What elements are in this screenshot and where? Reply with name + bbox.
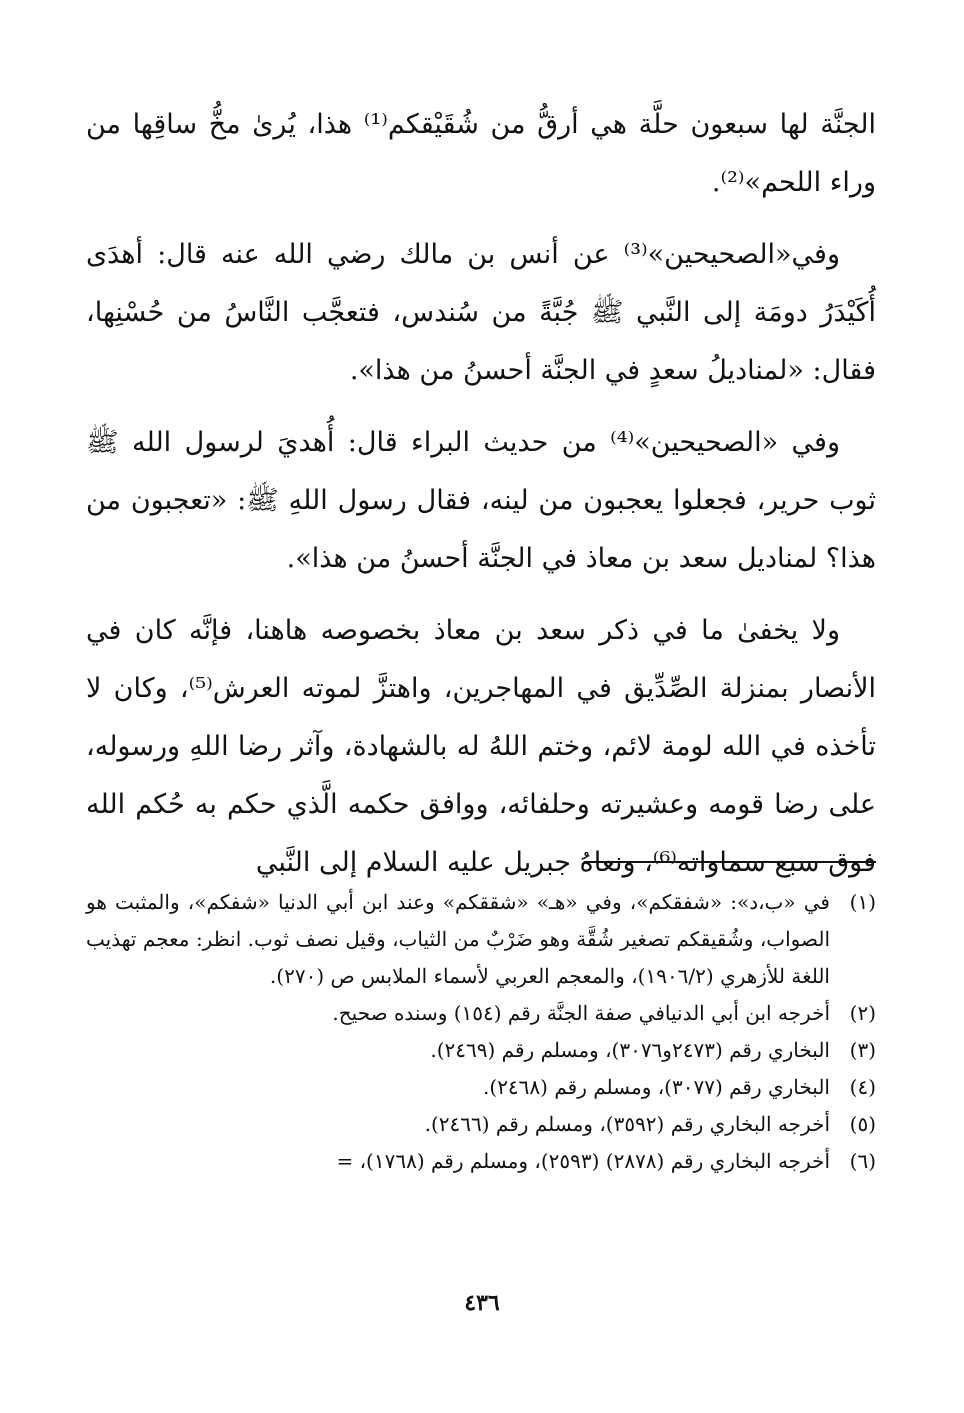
footnote-divider [584, 861, 876, 863]
footnote-number: (٦) [849, 1149, 876, 1173]
footnote-text: في «ب،د»: «شفقكم»، وفي «هـ» «شققكم» وعند ابن أبي الدنيا «شفكم»، والمثبت هو الصواب، وشُقيقكم تصغير شُقَّة وهو ضَرْبٌ من الثياب، وقيل نصف ثوب. انظر: معجم تهذيب اللغة للأزهري (١٩٠٦/٢)، والمعجم العربي لأسماء الملابس ص (٢٧٠). [86, 890, 830, 988]
footnote-text: البخاري رقم (٢٤٧٣و٣٠٧٦)، ومسلم رقم (٢٤٦٩). [430, 1038, 830, 1062]
footnote-5 [86, 1106, 876, 1143]
paragraph-1: الجنَّة لها سبعون حلَّة هي أرقُّ من شُقَيْقكم⁽¹⁾ هذا، يُرىٰ مخُّ ساقِها من وراء اللحم»⁽²⁾. [86, 109, 876, 198]
footnote-2 [86, 995, 876, 1032]
paragraph-3: وفي «الصحيحين»⁽⁴⁾ من حديث البراء قال: أُهديَ لرسول الله ﷺ ثوب حرير، فجعلوا يعجبون من لينه، فقال رسول اللهِ ﷺ: «تعجبون من هذا؟ لمناديل سعد بن معاذ في الجنَّة أحسنُ من هذا». [86, 427, 876, 574]
footnotes [86, 884, 876, 1180]
footnote-text: أخرجه البخاري رقم (٢٨٧٨) (٢٥٩٣)، ومسلم رقم (١٧٦٨)، = [336, 1149, 830, 1173]
footnote-number: (٤) [849, 1075, 876, 1099]
footnote-number: (١) [849, 890, 876, 914]
footnote-3 [86, 1032, 876, 1069]
footnote-1 [86, 884, 876, 995]
footnote-text: أخرجه ابن أبي الدنيافي صفة الجنَّة رقم (١٥٤) وسنده صحيح. [332, 1001, 830, 1025]
footnote-4 [86, 1069, 876, 1106]
footnote-text: البخاري رقم (٣٠٧٧)، ومسلم رقم (٢٤٦٨). [483, 1075, 830, 1099]
paragraph-4: ولا يخفىٰ ما في ذكر سعد بن معاذ بخصوصه هاهنا، فإنَّه كان في الأنصار بمنزلة الصِّدِّيق في المهاجرين، واهتزَّ لموته العرش⁽⁵⁾، وكان لا تأخذه في الله لومة لائم، وختم اللهُ له بالشهادة، وآثر رضا اللهِ ورسوله، على رضا قومه وعشيرته وحلفائه، ووافق حكمه الَّذي حكم به حُكم الله فوق سبع سماواته⁽⁶⁾، ونعاهُ جبريل عليه السلام إلى النَّبي [86, 615, 876, 878]
footnote-number: (٥) [849, 1112, 876, 1136]
footnote-number: (٢) [849, 1001, 876, 1025]
footnote-number: (٣) [849, 1038, 876, 1062]
footnote-text: أخرجه البخاري رقم (٣٥٩٢)، ومسلم رقم (٢٤٦٦). [424, 1112, 830, 1136]
page-number: ٤٣٦ [464, 1290, 500, 1316]
footnote-6 [86, 1143, 876, 1180]
main-text [86, 96, 876, 906]
paragraph-2: وفي«الصحيحين»⁽³⁾ عن أنس بن مالك رضي الله عنه قال: أهدَى أُكَيْدَرُ دومَة إلى النَّبي ﷺ جُبَّةً من سُندس، فتعجَّب النَّاسُ من حُسْنِها، فقال: «لمناديلُ سعدٍ في الجنَّة أحسنُ من هذا». [86, 239, 876, 386]
